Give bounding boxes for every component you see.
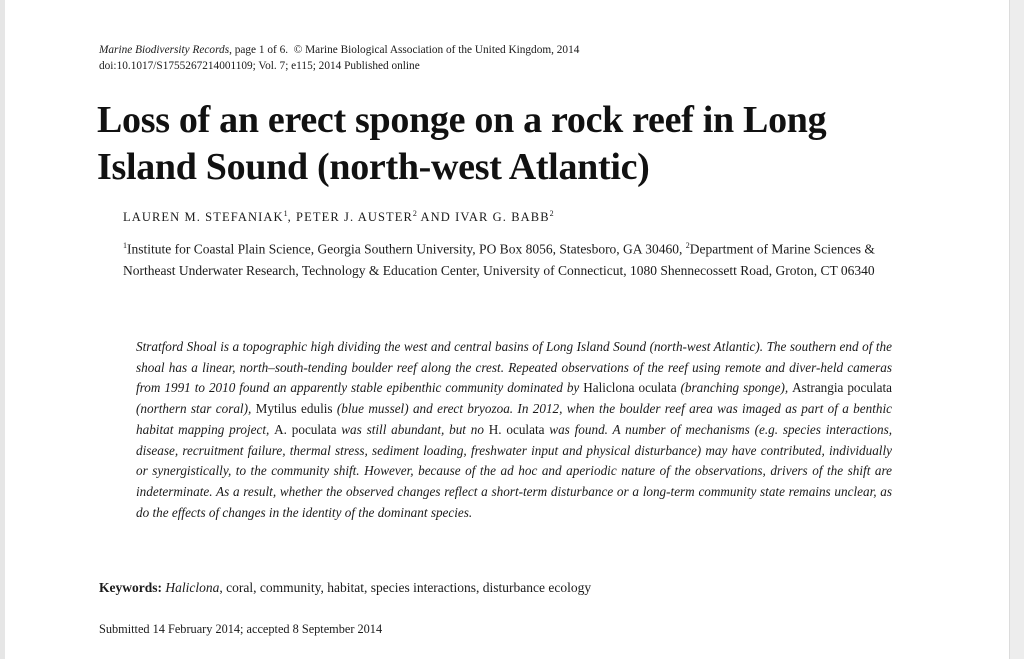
- abstract-text: (blue mussel) and erect bryozoa. In 2012, when the boulder reef area was imaged as part of a benthic habitat mapping project,: [136, 401, 892, 437]
- header-line-1: [99, 42, 579, 58]
- author-affil-marker: 1: [283, 209, 288, 218]
- affiliation-text: Institute for Coastal Plain Science, Georgia Southern University, PO Box 8056, Statesboro, GA 30460,: [127, 241, 686, 257]
- abstract: [136, 337, 892, 523]
- document-page: [5, 0, 1009, 659]
- paper-title: [97, 97, 917, 191]
- abstract-text: (northern star coral),: [136, 401, 256, 417]
- keywords-label: Keywords:: [99, 580, 162, 595]
- author-affil-marker: 2: [412, 209, 417, 218]
- affil-marker: 2: [685, 241, 690, 250]
- affiliations: [123, 235, 923, 281]
- species-name: Mytilus edulis: [255, 401, 333, 417]
- keyword-genus: Haliclona: [165, 580, 220, 595]
- keywords: [99, 580, 591, 596]
- author-name: , PETER J. AUSTER: [287, 210, 413, 225]
- author-name: LAUREN M. STEFANIAK: [123, 210, 284, 225]
- journal-name: Marine Biodiversity Records: [99, 44, 230, 56]
- author-list: [123, 209, 554, 225]
- keywords-list: , coral, community, habitat, species interactions, disturbance ecology: [219, 580, 592, 595]
- title-line-1: Loss of an erect sponge on a rock reef in Long: [97, 99, 827, 141]
- abstract-text: Stratford Shoal is a topographic high dividing the west and central basins of Long Island Sound (north-west Atlantic). The southern end of the shoal has a linear, north–south-tending boulder reef along the crest. Repeated observations of the reef using remote and diver-held cameras from 1991 to 2010 found an apparently stable epibenthic community dominated by: [136, 339, 892, 396]
- title-line-2: Island Sound (north-west Atlantic): [97, 146, 650, 188]
- journal-header: [99, 42, 579, 74]
- author-affil-marker: 2: [549, 209, 554, 218]
- author-name: AND IVAR G. BABB: [416, 210, 550, 225]
- page-info: , page 1 of 6.: [229, 44, 289, 56]
- affil-marker: 1: [123, 241, 127, 250]
- submission-dates: Submitted 14 February 2014; accepted 8 September 2014: [99, 622, 383, 636]
- species-name: Astrangia poculata: [792, 380, 893, 396]
- viewer-scrollbar[interactable]: [1009, 0, 1024, 659]
- species-name: Haliclona oculata: [583, 380, 677, 396]
- abstract-text: was found. A number of mechanisms (e.g. species interactions, disease, recruitment failure, thermal stress, sediment loading, freshwater input and physical disturbance) may have contributed, individually or synergistically, to the community shift. However, because of the ad hoc and aperiodic nature of the observations, drivers of the shift are indeterminate. As a result, whether the observed changes reflect a short-term disturbance or a long-term community state remains unclear, as do the effects of changes in the identity of the dominant species.: [136, 421, 893, 520]
- doi-line: doi:10.1017/S1755267214001109; Vol. 7; e115; 2014 Published online: [99, 60, 420, 72]
- abstract-text: was still abundant, but no: [336, 421, 489, 437]
- abstract-text: (branching sponge),: [676, 380, 793, 396]
- copyright-notice: © Marine Biological Association of the United Kingdom, 2014: [293, 44, 580, 56]
- affiliation-text: Department of Marine Sciences & Northeast Underwater Research, Technology & Education Center, University of Connecticut, 1080 Shennecossett Road, Groton, CT 06340: [123, 241, 875, 278]
- species-name: H. oculata: [488, 421, 545, 437]
- species-name: A. poculata: [274, 421, 337, 437]
